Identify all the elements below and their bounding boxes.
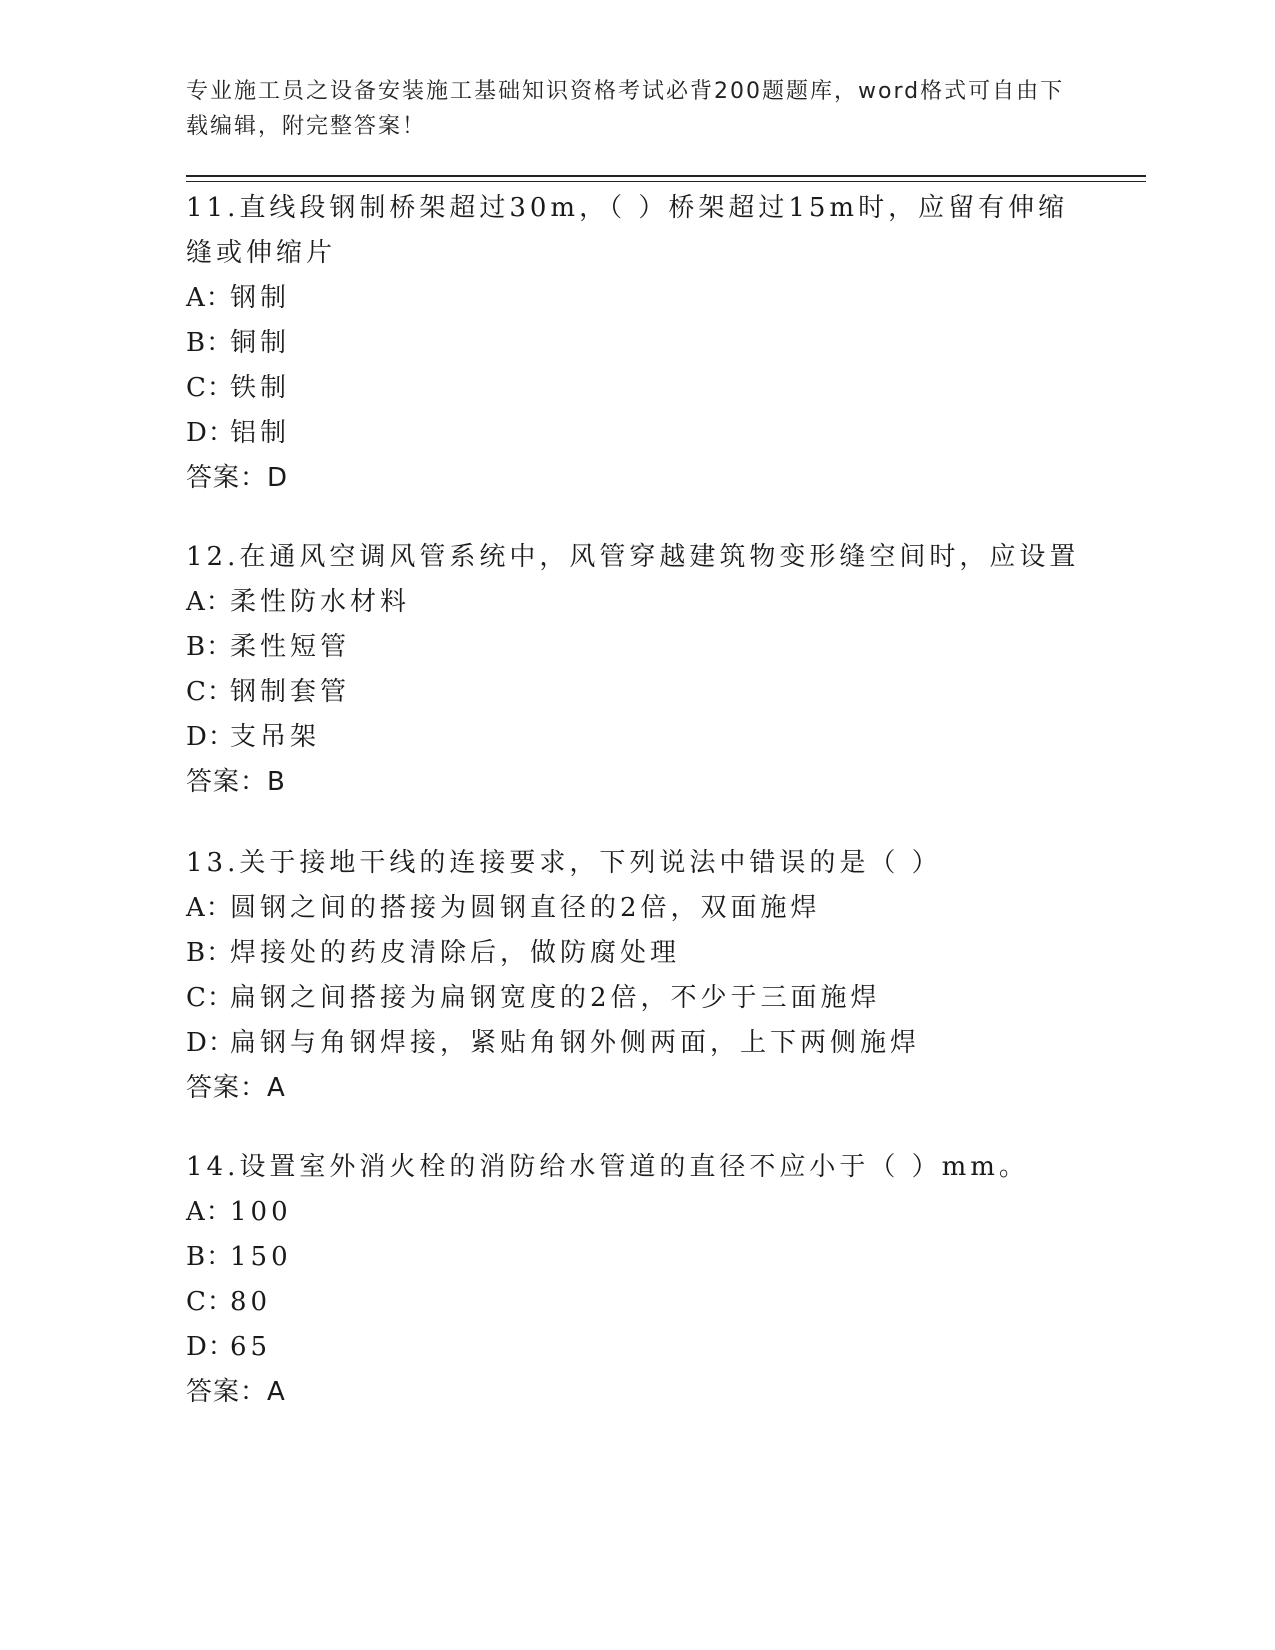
- option-letter: B：: [186, 632, 234, 662]
- option-d: [186, 715, 1086, 760]
- option-letter: D：: [186, 722, 235, 752]
- header-divider-thick: [186, 175, 1146, 177]
- option-letter: C：: [186, 373, 234, 403]
- option-c: [186, 1280, 1086, 1325]
- option-a: [186, 580, 1086, 625]
- option-letter: B：: [186, 1242, 234, 1272]
- option-text: 150: [230, 1242, 292, 1272]
- option-a: [186, 886, 1086, 931]
- option-c: [186, 366, 1086, 411]
- option-d: [186, 1325, 1086, 1370]
- question-11: [186, 186, 1086, 501]
- option-letter: D：: [186, 418, 235, 448]
- option-text: 80: [230, 1287, 272, 1317]
- question-14: [186, 1145, 1086, 1415]
- option-text: 扁钢之间搭接为扁钢宽度的2倍，不少于三面施焊: [230, 983, 881, 1013]
- option-c: [186, 976, 1086, 1021]
- option-text: 100: [230, 1197, 292, 1227]
- option-letter: B：: [186, 938, 234, 968]
- option-letter: A：: [186, 1197, 233, 1227]
- question-text: 12.在通风空调风管系统中，风管穿越建筑物变形缝空间时，应设置: [186, 542, 1080, 572]
- option-a: [186, 1190, 1086, 1235]
- option-text: 铝制: [230, 418, 291, 448]
- option-letter: D：: [186, 1332, 235, 1362]
- option-text: 钢制: [230, 283, 291, 313]
- option-b: [186, 321, 1086, 366]
- option-d: [186, 1021, 1086, 1066]
- option-a: [186, 276, 1086, 321]
- option-text: 柔性短管: [230, 632, 351, 662]
- header-divider-thin: [186, 181, 1146, 182]
- question-13: [186, 841, 1086, 1111]
- option-text: 铁制: [230, 373, 291, 403]
- answer-label: 答案：A: [186, 1073, 286, 1103]
- option-letter: A：: [186, 893, 233, 923]
- option-letter: C：: [186, 677, 234, 707]
- answer-label: 答案：A: [186, 1377, 286, 1407]
- question-text: 11.直线段钢制桥架超过30m，（ ）桥架超过15m时，应留有伸缩缝或伸缩片: [186, 193, 1069, 268]
- option-text: 圆钢之间的搭接为圆钢直径的2倍，双面施焊: [230, 893, 821, 923]
- option-text: 支吊架: [230, 722, 321, 752]
- option-text: 钢制套管: [230, 677, 351, 707]
- option-c: [186, 670, 1086, 715]
- option-b: [186, 625, 1086, 670]
- option-letter: B：: [186, 328, 234, 358]
- option-text: 65: [230, 1332, 272, 1362]
- option-letter: A：: [186, 283, 233, 313]
- option-letter: C：: [186, 1287, 234, 1317]
- option-text: 焊接处的药皮清除后，做防腐处理: [230, 938, 681, 968]
- option-text: 柔性防水材料: [230, 587, 411, 617]
- option-letter: A：: [186, 587, 233, 617]
- document-header: 专业施工员之设备安装施工基础知识资格考试必背200题题库，word格式可自由下载编辑，附完整答案！: [186, 79, 1065, 139]
- answer-label: 答案：D: [186, 463, 289, 493]
- option-text: 扁钢与角钢焊接，紧贴角钢外侧两面，上下两侧施焊: [230, 1028, 921, 1058]
- question-12: [186, 535, 1086, 805]
- answer-label: 答案：B: [186, 767, 286, 797]
- option-b: [186, 931, 1086, 976]
- question-text: 13.关于接地干线的连接要求，下列说法中错误的是（ ）: [186, 848, 942, 878]
- option-b: [186, 1235, 1086, 1280]
- option-text: 铜制: [230, 328, 291, 358]
- option-d: [186, 411, 1086, 456]
- question-text: 14.设置室外消火栓的消防给水管道的直径不应小于（ ）mm。: [186, 1152, 1029, 1182]
- option-letter: D：: [186, 1028, 235, 1058]
- option-letter: C：: [186, 983, 234, 1013]
